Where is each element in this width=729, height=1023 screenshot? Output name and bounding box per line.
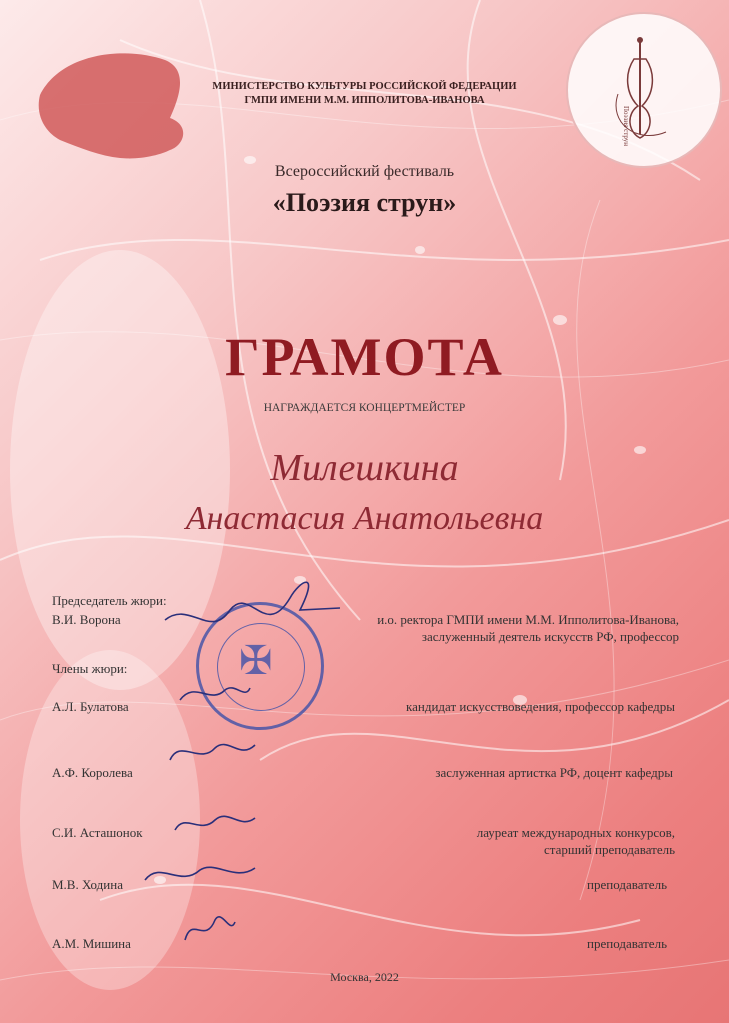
certificate-title: ГРАМОТА [225,327,504,387]
jury-member-name: А.Ф. Королева [52,765,133,780]
jury-member-role-2: старший преподаватель [543,842,675,857]
jury-member-name: А.М. Мишина [52,936,131,951]
jury-member-role: преподаватель [587,877,667,892]
recipient-surname: Милешкина [270,447,459,489]
jury-member-role: преподаватель [587,936,667,951]
signature-member-1 [180,688,250,700]
recipient-given-names: Анастасия Анатольевна [185,500,544,537]
eagle-emblem-icon: ✠ [239,638,273,683]
signature-member-2 [170,745,255,760]
awarded-line: НАГРАЖДАЕТСЯ КОНЦЕРТМЕЙСТЕР [263,402,466,414]
place-year: Москва, 2022 [330,970,399,984]
signature-member-4 [145,867,255,880]
jury-chair-label: Председатель жюри: [52,593,167,608]
jury-member-role: лауреат международных конкурсов, [476,825,675,840]
jury-member-name: С.И. Асташонок [52,825,143,840]
festival-subtitle: Всероссийский фестиваль [274,163,455,180]
festival-name: «Поэзия струн» [272,188,457,217]
signature-chair [165,582,340,621]
logo-caption: Поэзия струн [622,106,630,147]
jury-members-label: Члены жюри: [52,661,128,676]
signature-member-3 [175,816,255,830]
jury-chair-role-2: заслуженный деятель искусств РФ, профессор [421,629,679,644]
jury-member-role: кандидат искусствоведения, профессор кафедры [406,699,675,714]
jury-chair-role-1: и.о. ректора ГМПИ имени М.М. Ипполитова-Иванова, [377,612,679,627]
signature-member-5 [185,917,235,940]
ministry-line-2: ГМПИ ИМЕНИ М.М. ИППОЛИТОВА-ИВАНОВА [244,95,485,106]
jury-member-name: М.В. Ходина [52,877,123,892]
jury-member-name: А.Л. Булатова [52,699,129,714]
ministry-line-1: МИНИСТЕРСТВО КУЛЬТУРЫ РОССИЙСКОЙ ФЕДЕРАЦИИ [212,81,517,92]
jury-member-role: заслуженная артистка РФ, доцент кафедры [435,765,673,780]
jury-chair-name: В.И. Ворона [52,612,121,627]
